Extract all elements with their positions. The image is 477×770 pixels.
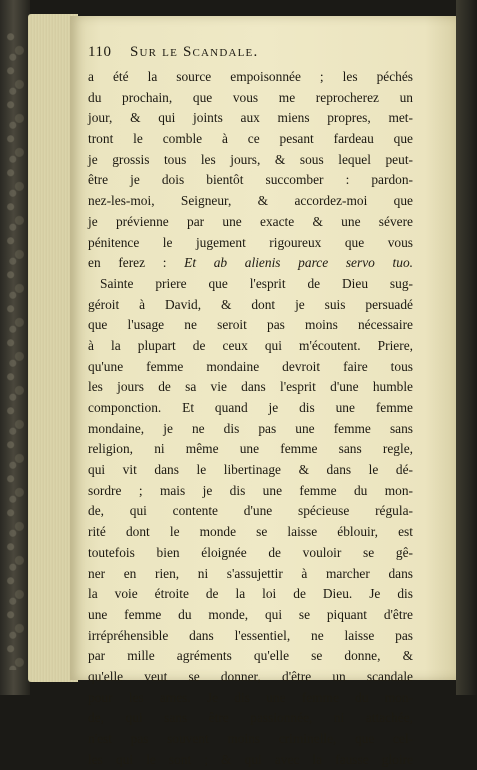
text-line-content: pénitence le jugement rigoureux que vous xyxy=(88,234,413,250)
text-line xyxy=(88,129,413,150)
text-line-content: jour, & qui joints aux miens propres, met- xyxy=(88,110,413,126)
running-title: Sur le Scandale. xyxy=(130,44,259,60)
text-line-content: irrépréhensible dans l'essentiel, ne laisse pas xyxy=(88,627,413,643)
text-line-content: géroit à David, & dont je suis persuadé xyxy=(88,296,413,312)
text-line xyxy=(88,315,413,336)
text-line-content: à la plupart de ceux qui m'écoutent. Priere, xyxy=(88,337,413,353)
running-head xyxy=(88,44,413,62)
text-line xyxy=(88,646,413,667)
text-line xyxy=(88,501,413,522)
text-line-content: que l'usage ne seroit pas moins nécessaire xyxy=(88,317,413,333)
text-line-content: par mille agréments qu'elle se donne, & xyxy=(88,648,413,664)
text-line-content: en ferez : xyxy=(88,255,167,271)
text-line xyxy=(88,667,413,688)
text-line-content: la voie étroite de la loi de Dieu. Je dis xyxy=(88,586,413,602)
text-line-content: je grossis tous les jours, & sous lequel peut- xyxy=(88,151,413,167)
text-line xyxy=(88,605,413,626)
text-line xyxy=(88,750,413,770)
text-line-content: qu'elle veut se donner, d'être un scandale xyxy=(88,668,413,684)
text-line xyxy=(88,170,413,191)
text-line-content: les qui le sont ; & qui avec la fausse gloire xyxy=(88,751,413,767)
text-line xyxy=(88,626,413,647)
text-line-content: mondaine, je ne dis pas une femme sans xyxy=(88,420,413,436)
text-line xyxy=(88,212,413,233)
latin-quotation: Et ab alienis parce servo tuo. xyxy=(184,255,413,271)
text-line-content: sordre ; mais je dis une femme du mon- xyxy=(88,482,413,498)
text-line xyxy=(88,522,413,543)
text-line xyxy=(88,253,413,274)
text-line-content: du prochain, que vous me reprocherez un xyxy=(88,89,413,105)
text-line-content: toutefois bien éloignée de vouloir se gê- xyxy=(88,544,413,560)
book-cover-right xyxy=(456,0,477,695)
body-text xyxy=(88,67,413,770)
text-line xyxy=(88,108,413,129)
marbled-cover-pattern xyxy=(4,30,26,670)
text-line xyxy=(88,419,413,440)
text-line xyxy=(88,460,413,481)
text-line xyxy=(88,274,413,295)
text-line-content: nez-les-moi, Seigneur, & accordez-moi que xyxy=(88,193,413,209)
text-line xyxy=(88,295,413,316)
text-line-content: n'est pas souvent moins criminelle, que cel- xyxy=(88,731,413,746)
text-line xyxy=(88,729,413,750)
text-line-content: une femme du monde, qui se piquant d'être xyxy=(88,606,413,622)
text-line-content: être je dois bientôt succomber : pardon- xyxy=(88,172,413,188)
text-line-content: tront le comble à ce pesant fardeau que xyxy=(88,131,413,147)
text-line xyxy=(88,357,413,378)
page-number: 110 xyxy=(88,44,112,60)
text-line-content: je prévienne par une exacte & une sévere xyxy=(88,213,413,229)
text-line xyxy=(88,233,413,254)
text-line-content: de, qui contente d'une spécieuse régula- xyxy=(88,503,413,519)
text-line xyxy=(88,398,413,419)
text-line-content: les jours de sa vie dans l'esprit d'une humble xyxy=(88,379,413,395)
text-line-content: ner en rien, ni s'assujettir à marcher dans xyxy=(88,565,413,581)
text-line xyxy=(88,150,413,171)
text-line-content: a été la source empoisonnée ; les péchés xyxy=(88,69,413,84)
text-line xyxy=(88,708,413,729)
text-line xyxy=(88,584,413,605)
text-line xyxy=(88,191,413,212)
text-line xyxy=(88,439,413,460)
text-line xyxy=(88,377,413,398)
text-line xyxy=(88,88,413,109)
text-line xyxy=(88,67,413,88)
text-line-content: rité dont le monde se laisse éblouir, est xyxy=(88,524,413,540)
text-line-content: religion, ni même une femme sans regle, xyxy=(88,441,413,457)
text-line xyxy=(88,336,413,357)
text-line xyxy=(88,564,413,585)
text-line-content: qui vit dans le libertinage & dans le dé- xyxy=(88,462,413,478)
text-line xyxy=(88,688,413,709)
text-line-content: qu'une femme mondaine devroit faire tous xyxy=(88,358,413,374)
text-line-content: componction. Et quand je dis une femme xyxy=(88,400,413,415)
text-line-content: pour les ames. Je dis une femme du mon- xyxy=(88,689,413,705)
text-line-content: Sainte priere que l'esprit de Dieu sug- xyxy=(100,275,413,291)
text-line-content: de, qui sans être passionnée, ni attachée, xyxy=(88,710,413,726)
text-line xyxy=(88,543,413,564)
text-line xyxy=(88,481,413,502)
book-cover-left xyxy=(0,0,30,695)
